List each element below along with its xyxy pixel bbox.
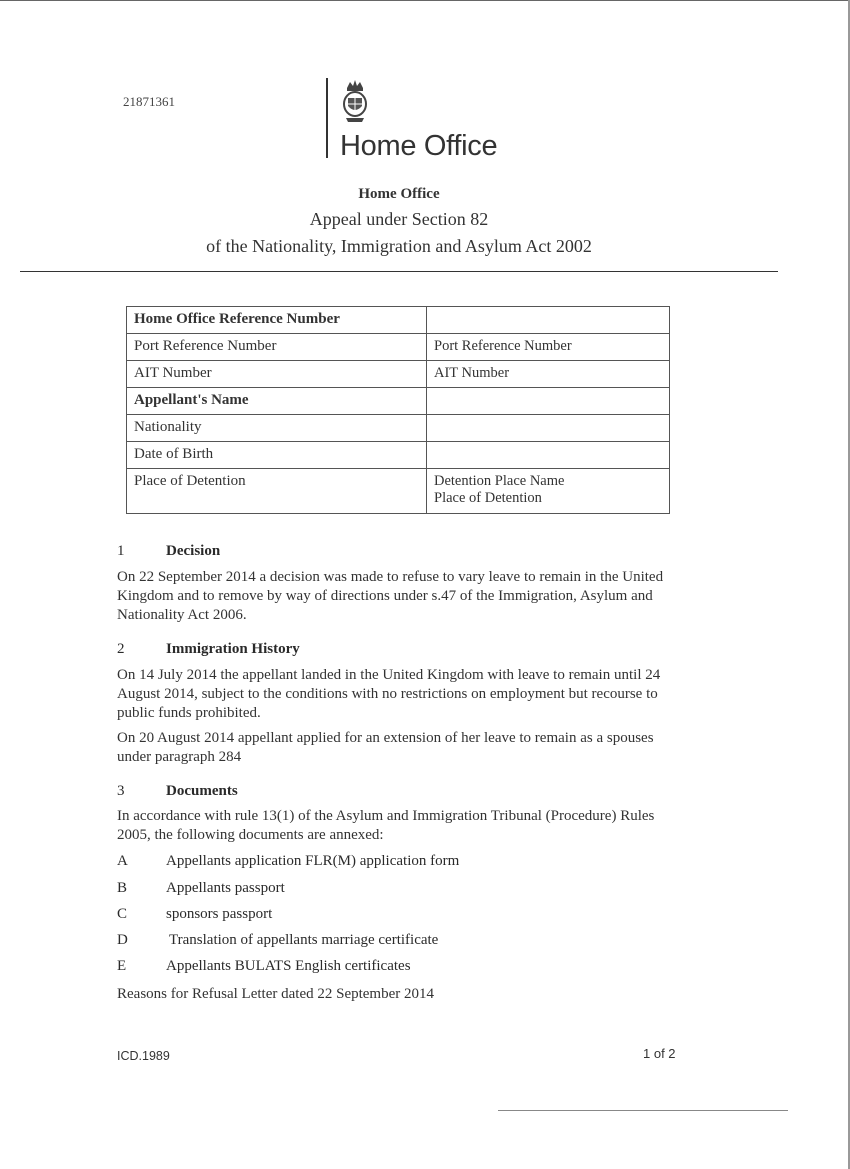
page-number: 1 of 2	[643, 1046, 676, 1061]
table-row	[127, 307, 670, 334]
table-row	[127, 469, 670, 514]
row-label: AIT Number	[127, 361, 427, 388]
row-label: Place of Detention	[127, 469, 427, 514]
list-item-letter: C	[117, 906, 128, 922]
section-number: 2	[117, 641, 125, 657]
table-row	[127, 415, 670, 442]
logo-divider	[326, 78, 328, 158]
list-item-letter: A	[117, 853, 128, 869]
list-item: Appellants passport	[166, 880, 285, 896]
list-item: Translation of appellants marriage certificate	[169, 932, 439, 948]
list-item-letter: D	[117, 932, 128, 948]
documents-closing: Reasons for Refusal Letter dated 22 September 2014	[117, 986, 434, 1002]
section-title: Decision	[166, 543, 221, 559]
brand-wordmark: Home Office	[340, 130, 498, 162]
header-rule	[20, 271, 778, 272]
detention-place: Place of Detention	[434, 490, 542, 506]
row-label: Nationality	[127, 415, 427, 442]
footer-rule	[498, 1110, 788, 1111]
row-value	[427, 415, 670, 442]
scan-edge-top	[0, 0, 850, 1]
section-number: 3	[117, 783, 125, 799]
document-id: 21871361	[123, 94, 175, 109]
section-title: Documents	[166, 783, 238, 799]
row-label: Home Office Reference Number	[127, 307, 427, 334]
list-item: sponsors passport	[166, 906, 273, 922]
history-paragraph-1: On 14 July 2014 the appellant landed in the United Kingdom with leave to remain until 24 August 2014, subject to the conditions with no restrictions on employment but recourse to public funds prohibited.	[117, 667, 661, 721]
table-row	[127, 442, 670, 469]
footer-code: ICD.1989	[117, 1049, 170, 1063]
list-item-letter: E	[117, 958, 127, 974]
detention-place-name: Detention Place Name	[434, 473, 565, 489]
row-value: AIT Number	[427, 361, 670, 388]
row-value	[427, 469, 670, 514]
row-label: Date of Birth	[127, 442, 427, 469]
history-paragraph-2: On 20 August 2014 appellant applied for an extension of her leave to remain as a spouses under paragraph 284	[117, 730, 654, 765]
royal-crest-icon	[340, 78, 370, 126]
table-row	[127, 388, 670, 415]
list-item-letter: B	[117, 880, 128, 896]
list-item: Appellants BULATS English certificates	[166, 958, 411, 974]
section-number: 1	[117, 543, 125, 559]
reference-table	[126, 306, 670, 514]
row-label: Appellant's Name	[127, 388, 427, 415]
row-label: Port Reference Number	[127, 334, 427, 361]
documents-intro: In accordance with rule 13(1) of the Asylum and Immigration Tribunal (Procedure) Rules 2005, the following documents are annexed:	[117, 808, 655, 843]
row-value	[427, 307, 670, 334]
list-item: Appellants application FLR(M) application form	[166, 853, 460, 869]
decision-text: On 22 September 2014 a decision was made to refuse to vary leave to remain in the United Kingdom and to remove by way of directions under s.47 of the Immigration, Asylum and Nationality Act 2006.	[117, 569, 664, 623]
header-org: Home Office	[358, 186, 440, 202]
row-value	[427, 442, 670, 469]
header-title-line2: of the Nationality, Immigration and Asylum Act 2002	[206, 236, 592, 256]
header-title-line1: Appeal under Section 82	[309, 209, 489, 229]
row-value: Port Reference Number	[427, 334, 670, 361]
table-row	[127, 361, 670, 388]
table-row	[127, 334, 670, 361]
section-title: Immigration History	[166, 641, 300, 657]
row-value	[427, 388, 670, 415]
